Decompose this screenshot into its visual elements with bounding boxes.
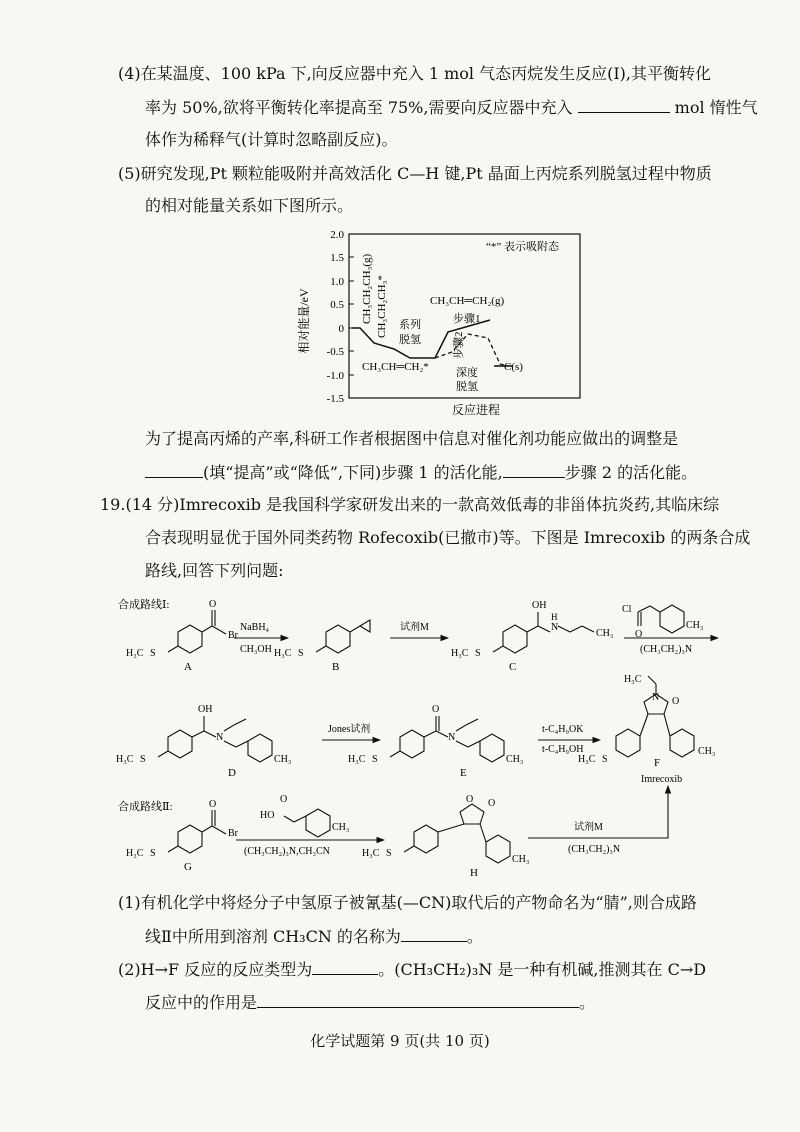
legend-note: “*” 表示吸附态 — [486, 241, 560, 253]
y-tick-label: 0.5 — [330, 299, 344, 311]
ring-acid — [306, 809, 330, 837]
reagent-triethylamine: (CH₃CH₂)₃N — [568, 844, 621, 855]
q18-5-line1: (5)研究发现,Pt 颗粒能吸附并高效活化 C—H 键,Pt 晶面上丙烷系列脱氢过程中物质 — [118, 164, 712, 183]
q19-1-line2 — [145, 925, 483, 948]
atom-oh: OH — [198, 704, 213, 715]
reagent-tbuok: t-C₄H₉OK — [542, 724, 584, 735]
compound-label-E: E — [460, 767, 467, 779]
reagent-nabh4: NaBH₄ — [240, 622, 270, 633]
answer-blank-reaction-type[interactable] — [312, 958, 378, 975]
compound-label-G: G — [184, 861, 192, 873]
y-tick-label: 1.5 — [330, 252, 344, 264]
propene-adsorbed-label: CH₃CH═CH₂* — [362, 361, 429, 373]
propane-gas-label: CH₃CH₂CH₃(g) — [361, 253, 373, 324]
atom-s: S — [602, 754, 608, 765]
ring-E — [400, 730, 424, 758]
y-tick-label: -1.0 — [326, 370, 344, 382]
q19-1-line2-tail: 。 — [466, 927, 483, 946]
compound-label-A: A — [184, 661, 192, 673]
energy-path-deep — [435, 331, 508, 366]
y-axis-label: 相对能量/eV — [297, 288, 311, 354]
atom-s: S — [298, 648, 304, 659]
atom-h3c: H₃C — [274, 648, 292, 659]
answer-blank-base-role[interactable] — [257, 991, 579, 1008]
energy-path-main — [352, 320, 490, 358]
atom-o: O — [280, 794, 288, 805]
x-axis-label: 反应进程 — [451, 403, 501, 417]
compound-label-C: C — [509, 661, 517, 673]
imrecoxib-label: Imrecoxib — [641, 774, 683, 785]
atom-h3c: H₃C — [348, 754, 366, 765]
q18-5b-line2-text: (填“提高”或“降低”,下同)步骤 1 的活化能, — [203, 463, 503, 482]
ring-G — [178, 825, 202, 853]
q19-2-line1 — [118, 958, 706, 981]
atom-ch3: CH₃ — [506, 754, 524, 765]
atom-h3c: H₃C — [126, 848, 144, 859]
atom-ho: HO — [260, 810, 275, 821]
atom-o: O — [209, 599, 217, 610]
atom-ch3: CH₃ — [332, 822, 350, 833]
carbon-label: C(s) — [504, 361, 523, 373]
q18-4-line1: (4)在某温度、100 kPa 下,向反应器中充入 1 mol 气态丙烷发生反应(Ⅰ),其平衡转化 — [118, 64, 711, 83]
q19-line2: 合表现明显优于国外同类药物 Rofecoxib(已撤市)等。下图是 Imrecoxib 的两条合成 — [145, 528, 751, 547]
reagent-et3n-mecn: (CH₃CH₂)₃N,CH₃CN — [244, 846, 330, 857]
atom-cl: Cl — [622, 604, 632, 615]
atom-ch3: CH₃ — [698, 746, 716, 757]
atom-s: S — [150, 648, 156, 659]
atom-ch3: CH₃ — [686, 620, 704, 631]
q19-2-line1-tail: 。(CH₃CH₂)₃N 是一种有机碱,推测其在 C→D — [378, 960, 707, 979]
ring-B — [326, 625, 350, 653]
q19-line3: 路线,回答下列问题: — [145, 561, 284, 580]
answer-blank-inert-gas[interactable] — [578, 96, 670, 113]
atom-o: O — [635, 629, 643, 640]
epoxide-B — [360, 620, 370, 632]
ring-D — [168, 730, 192, 758]
energy-diagram — [290, 224, 590, 420]
q19-2-line2-text: 反应中的作用是 — [145, 993, 258, 1012]
y-tick-label: 0 — [338, 323, 344, 335]
q19-2-line1-text: (2)H→F 反应的反应类型为 — [118, 960, 313, 979]
atom-h3c: H₃C — [451, 648, 469, 659]
ring-H2 — [486, 835, 510, 863]
ring-acyl-chloride — [660, 605, 684, 633]
q18-5b-line2-tail: 步骤 2 的活化能。 — [564, 463, 698, 482]
atom-s: S — [150, 848, 156, 859]
atom-o: O — [209, 799, 217, 810]
reagent-jones: Jones试剂 — [328, 724, 371, 735]
q18-5-line2: 的相对能量关系如下图所示。 — [145, 196, 354, 215]
y-tick-label: 2.0 — [330, 229, 344, 241]
ring-F2 — [670, 729, 694, 757]
answer-blank-step1[interactable] — [145, 461, 203, 478]
q18-4-line2-tail: mol 惰性气 — [674, 98, 758, 117]
q18-4-line2-text: 率为 50%,欲将平衡转化率提高至 75%,需要向反应器中充入 — [145, 98, 573, 117]
atom-br: Br — [228, 630, 238, 641]
answer-blank-acetonitrile[interactable] — [401, 925, 467, 942]
deep-dehydro-label: 脱氢 — [456, 381, 478, 393]
ring-E2 — [480, 734, 504, 762]
compound-label-B: B — [332, 661, 340, 673]
step1-label: 步骤1 — [453, 313, 481, 325]
step2-label: 步骤2 — [453, 331, 465, 359]
deep-label: 深度 — [456, 367, 478, 379]
atom-h: H — [551, 612, 558, 622]
atom-o: O — [672, 696, 680, 707]
synthesis-scheme — [108, 590, 748, 880]
atom-n: N — [448, 732, 456, 743]
atom-oh: OH — [532, 600, 547, 611]
atom-o: O — [432, 704, 440, 715]
reagent-m: 试剂M — [400, 622, 429, 633]
route2-label: 合成路线Ⅱ: — [118, 801, 173, 813]
propene-gas-label: CH₃CH═CH₂(g) — [430, 295, 505, 307]
atom-n: N — [216, 732, 224, 743]
atom-s: S — [475, 648, 481, 659]
reagent-tbuoh: t-C₄H₉OH — [542, 744, 584, 755]
q18-5b-line2 — [145, 461, 697, 484]
propane-adsorbed-label: CH₃CH₂CH₃* — [376, 275, 388, 338]
q19-1-line1: (1)有机化学中将烃分子中氢原子被氰基(—CN)取代后的产物命名为“腈”,则合成路 — [118, 893, 697, 912]
atom-o: O — [466, 794, 474, 805]
y-tick-label: 1.0 — [330, 276, 344, 288]
atom-o: O — [488, 798, 496, 809]
ring-F1 — [616, 729, 640, 757]
atom-h3c: H₃C — [624, 674, 642, 685]
q18-4-line2 — [145, 96, 758, 119]
reagent-triethylamine: (CH₃CH₂)₃N — [640, 644, 693, 655]
ring-C — [503, 625, 527, 653]
ring-D2 — [248, 734, 272, 762]
compound-label-F: F — [654, 757, 661, 769]
q18-5b-line1: 为了提高丙烯的产率,科研工作者根据图中信息对催化剂功能应做出的调整是 — [145, 429, 679, 448]
atom-h3c: H₃C — [116, 754, 134, 765]
q19-line1: 19.(14 分)Imrecoxib 是我国科学家研发出来的一款高效低毒的非甾体抗炎药,其临床综 — [100, 495, 720, 514]
compound-label-H: H — [470, 867, 478, 879]
y-tick-label: -0.5 — [326, 346, 344, 358]
compound-label-D: D — [228, 767, 236, 779]
y-ticks — [349, 234, 354, 398]
atom-ch3: CH₃ — [274, 754, 292, 765]
ring-A — [178, 625, 202, 653]
q18-4-line3: 体作为稀释气(计算时忽略副反应)。 — [145, 130, 398, 149]
reagent-m: 试剂M — [574, 822, 603, 833]
atom-s: S — [372, 754, 378, 765]
atom-h3c: H₃C — [578, 754, 596, 765]
q19-1-line2-text: 线Ⅱ中所用到溶剂 CH₃CN 的名称为 — [145, 927, 401, 946]
y-tick-label: -1.5 — [326, 393, 344, 405]
q19-2-line2 — [145, 991, 595, 1014]
dehydro-label: 脱氢 — [399, 334, 421, 346]
page-footer: 化学试题第 9 页(共 10 页) — [310, 1032, 490, 1050]
q19-2-line2-tail: 。 — [579, 993, 596, 1012]
answer-blank-step2[interactable] — [503, 461, 565, 478]
atom-n: N — [652, 692, 660, 703]
atom-s: S — [140, 754, 146, 765]
atom-ch3: CH₃ — [512, 854, 530, 865]
reagent-ch3oh: CH₃OH — [240, 644, 272, 655]
atom-n: N — [551, 622, 559, 633]
series-label: 系列 — [399, 319, 421, 331]
atom-h3c: H₃C — [126, 648, 144, 659]
atom-br: Br — [228, 828, 238, 839]
atom-h3c: H₃C — [362, 848, 380, 859]
atom-ch3: CH₃ — [596, 628, 614, 639]
route1-label: 合成路线Ⅰ: — [118, 599, 170, 611]
atom-s: S — [386, 848, 392, 859]
furanone-ring-H — [460, 804, 484, 824]
ring-H1 — [414, 825, 438, 853]
